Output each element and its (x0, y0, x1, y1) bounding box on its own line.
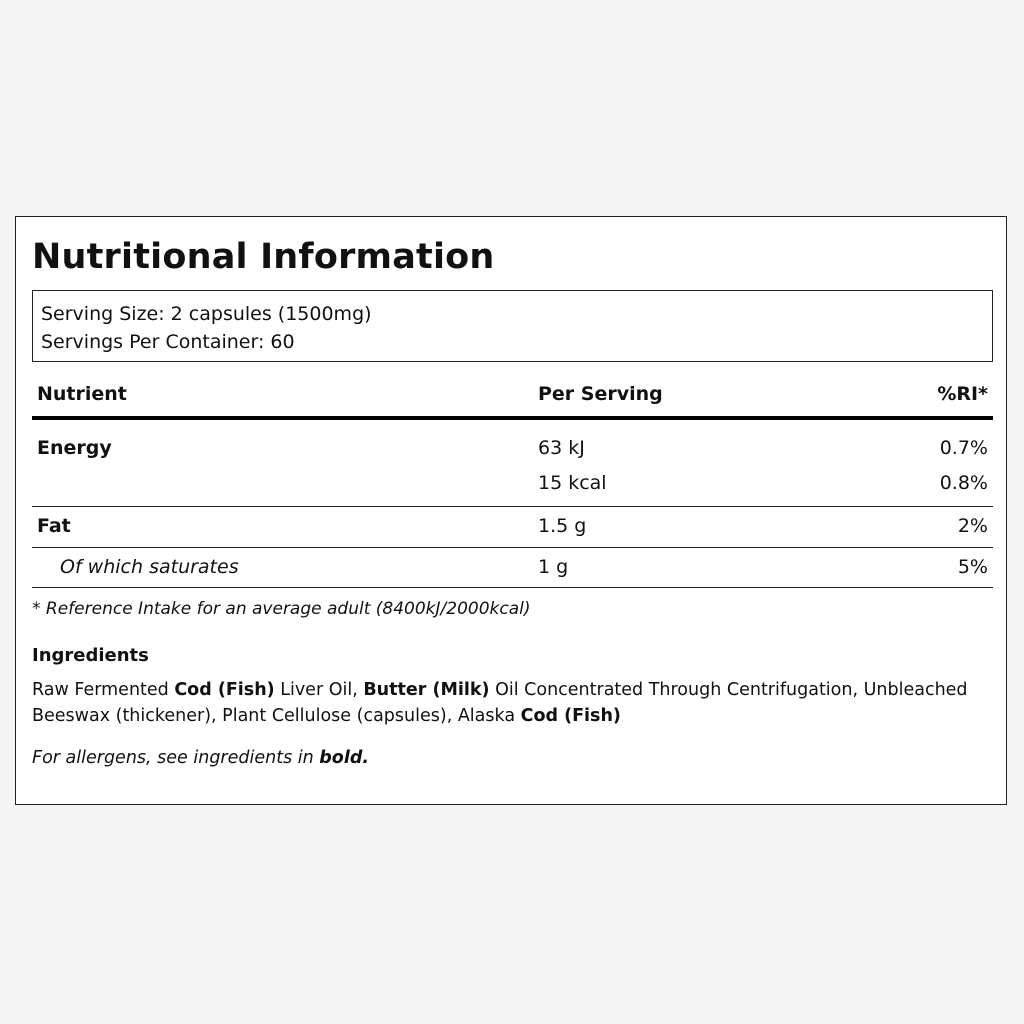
per-serving-value: 1 g (538, 556, 569, 578)
allergen-ingredient: Cod (Fish) (520, 706, 621, 726)
serving-info-box (32, 290, 993, 362)
ingredient-part: Oil Concentrated Through Centrifugation, Unbleached Beeswax (thickener), Plant Cellulose (capsules), Alaska (32, 680, 968, 726)
per-serving-value: 1.5 g (538, 515, 587, 537)
table-header-row (32, 369, 993, 420)
ingredient-part: Raw Fermented (32, 680, 175, 700)
nutrient-name: Of which saturates (60, 556, 239, 578)
per-serving-value: 15 kcal (538, 472, 607, 494)
ri-value: 0.8% (939, 472, 988, 494)
allergen-ingredient: Butter (Milk) (363, 680, 490, 700)
servings-per-container: Servings Per Container: 60 (41, 331, 295, 353)
ingredient-part: Liver Oil, (274, 680, 364, 700)
header-ri: %RI* (937, 383, 988, 405)
table-row (32, 420, 993, 466)
nutrition-table (32, 369, 993, 588)
table-row (32, 466, 993, 507)
table-row (32, 507, 993, 548)
ri-value: 0.7% (939, 437, 988, 459)
allergen-note (32, 748, 369, 768)
allergen-ingredient: Cod (Fish) (174, 680, 275, 700)
page-title: Nutritional Information (32, 237, 495, 277)
serving-size: Serving Size: 2 capsules (1500mg) (41, 303, 372, 325)
nutrient-name: Energy (37, 437, 112, 459)
ingredients-text (32, 677, 994, 729)
header-nutrient: Nutrient (37, 383, 127, 405)
per-serving-value: 63 kJ (538, 437, 585, 459)
allergen-note-bold: bold. (319, 748, 370, 768)
header-per-serving: Per Serving (538, 383, 663, 405)
nutrient-name: Fat (37, 515, 71, 537)
ri-footnote: * Reference Intake for an average adult (8400kJ/2000kcal) (32, 599, 531, 619)
allergen-note-text: For allergens, see ingredients in (32, 748, 320, 768)
nutrition-panel (15, 216, 1007, 805)
ingredients-heading: Ingredients (32, 645, 149, 666)
ri-value: 2% (957, 515, 988, 537)
ri-value: 5% (957, 556, 988, 578)
table-row (32, 548, 993, 588)
